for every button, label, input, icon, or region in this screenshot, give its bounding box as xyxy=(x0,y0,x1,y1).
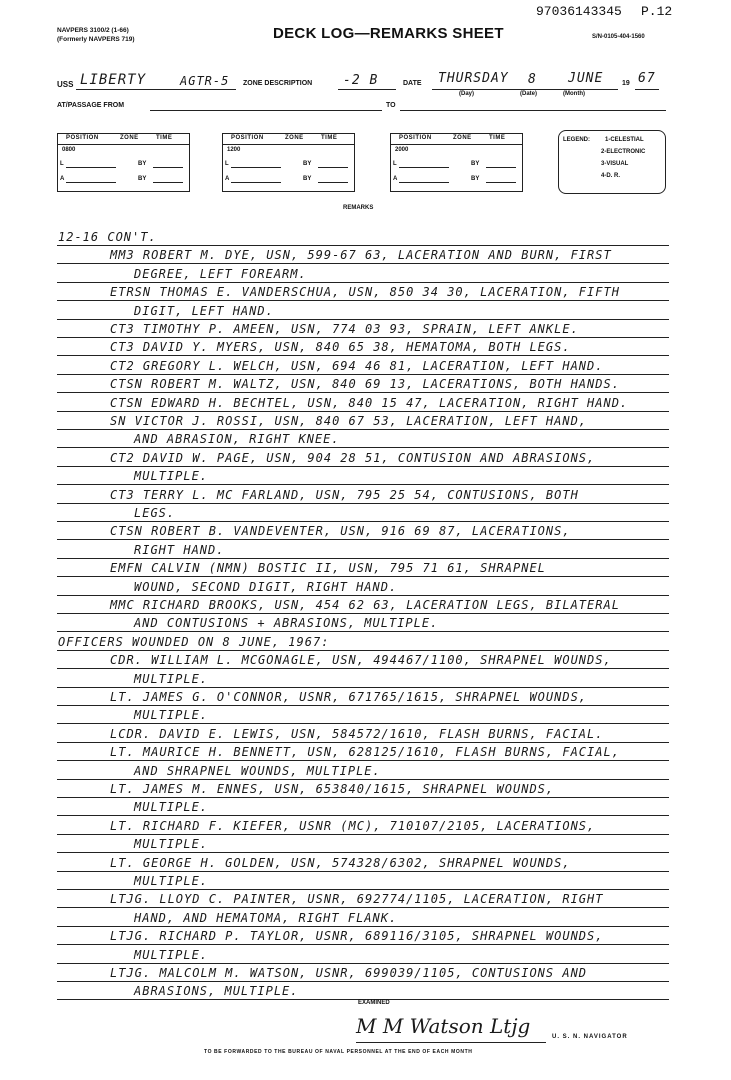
ruled-line xyxy=(57,392,669,393)
ruled-line xyxy=(57,797,669,798)
uss-label: USS xyxy=(57,80,74,89)
remarks-label: REMARKS xyxy=(343,205,374,211)
remark-line: MULTIPLE. xyxy=(134,671,209,686)
ruled-line xyxy=(57,742,669,743)
position-box-2000: POSITION ZONE TIME 2000 L BY A BY xyxy=(390,133,523,192)
ruled-line xyxy=(57,484,669,485)
ruled-line xyxy=(57,245,669,246)
remark-line: EMFN CALVIN (NMN) BOSTIC II, USN, 795 71 61, SHRAPNEL xyxy=(110,561,546,576)
ruled-line xyxy=(57,889,669,890)
remark-line: CTSN ROBERT B. VANDEVENTER, USN, 916 69 87, LACERATIONS, xyxy=(110,524,571,539)
ruled-line xyxy=(57,374,669,375)
remark-line: LT. GEORGE H. GOLDEN, USN, 574328/6302, SHRAPNEL WOUNDS, xyxy=(110,855,571,870)
position-box-1200: POSITION ZONE TIME 1200 L BY A BY xyxy=(222,133,355,192)
ruled-line xyxy=(57,723,669,724)
zone-value: -2 B xyxy=(343,73,379,88)
form-navpers: NAVPERS 3100/2 (1-66) xyxy=(57,27,129,34)
remark-line: MM3 ROBERT M. DYE, USN, 599-67 63, LACERATION AND BURN, FIRST xyxy=(110,248,612,263)
ruled-line xyxy=(57,650,669,651)
remark-line: LT. MAURICE H. BENNETT, USN, 628125/1610, FLASH BURNS, FACIAL, xyxy=(110,745,620,760)
ruled-line xyxy=(57,963,669,964)
hull-number: AGTR-5 xyxy=(180,74,230,88)
ruled-line xyxy=(57,852,669,853)
remark-line: AND CONTUSIONS + ABRASIONS, MULTIPLE. xyxy=(134,616,439,631)
form-formerly: (Formerly NAVPERS 719) xyxy=(57,36,135,43)
remark-line: MULTIPLE. xyxy=(134,874,209,888)
remark-line: LT. JAMES G. O'CONNOR, USNR, 671765/1615, SHRAPNEL WOUNDS, xyxy=(110,690,588,704)
remark-line: CTSN EDWARD H. BECHTEL, USN, 840 15 47, LACERATION, RIGHT HAND. xyxy=(110,395,629,410)
ruled-line xyxy=(57,576,669,577)
year-prefix: 19 xyxy=(622,80,630,87)
examined-label: EXAMINED xyxy=(358,1000,390,1006)
remark-line: SN VICTOR J. ROSSI, USN, 840 67 53, LACERATION, LEFT HAND, xyxy=(110,414,588,428)
remark-line: MULTIPLE. xyxy=(134,469,209,484)
remark-line: CT2 GREGORY L. WELCH, USN, 694 46 81, LACERATION, LEFT HAND. xyxy=(110,358,604,373)
ruled-line xyxy=(57,871,669,872)
ruled-line xyxy=(57,815,669,816)
ruled-line xyxy=(57,447,669,448)
remark-line: DEGREE, LEFT FOREARM. xyxy=(134,266,307,281)
ruled-line xyxy=(57,779,669,780)
remark-line: LTJG. MALCOLM M. WATSON, USNR, 699039/1105, CONTUSIONS AND xyxy=(110,966,588,980)
date-caption: (Date) xyxy=(520,91,538,97)
legend-title: LEGEND: xyxy=(563,137,590,143)
remark-line: CT2 DAVID W. PAGE, USN, 904 28 51, CONTUSION AND ABRASIONS, xyxy=(110,450,596,465)
ruled-line xyxy=(57,760,669,761)
year-value: 67 xyxy=(638,71,656,86)
date-value: 8 xyxy=(528,72,537,87)
remark-line: CT3 TIMOTHY P. AMEEN, USN, 774 03 93, SPRAIN, LEFT ANKLE. xyxy=(110,322,579,336)
remark-line: CTSN ROBERT M. WALTZ, USN, 840 69 13, LACERATIONS, BOTH HANDS. xyxy=(110,377,620,392)
remark-line: AND ABRASION, RIGHT KNEE. xyxy=(134,432,340,447)
legend-item: 2-ELECTRONIC xyxy=(601,149,646,155)
remark-line: WOUND, SECOND DIGIT, RIGHT HAND. xyxy=(134,579,398,594)
ruled-line xyxy=(57,981,669,982)
ruled-line xyxy=(57,631,669,632)
remark-line: 12-16 CON'T. xyxy=(58,230,157,244)
document-id: 97036143345 xyxy=(536,4,622,19)
ruled-line xyxy=(57,834,669,835)
ruled-line xyxy=(57,668,669,669)
ruled-line xyxy=(57,337,669,338)
remark-line: LTJG. RICHARD P. TAYLOR, USNR, 689116/3105, SHRAPNEL WOUNDS, xyxy=(110,929,604,944)
day-caption: (Day) xyxy=(459,91,475,97)
time-0800: 0800 xyxy=(62,147,76,153)
ruled-line xyxy=(57,355,669,356)
remark-line: OFFICERS WOUNDED ON 8 JUNE, 1967: xyxy=(58,634,330,649)
ruled-line xyxy=(57,411,669,412)
ruled-line xyxy=(57,926,669,927)
ruled-line xyxy=(57,263,669,264)
time-1200: 1200 xyxy=(227,147,241,153)
at-passage-label: AT/PASSAGE FROM xyxy=(57,102,125,109)
ruled-line xyxy=(57,687,669,688)
remark-line: LT. RICHARD F. KIEFER, USNR (MC), 710107/2105, LACERATIONS, xyxy=(110,818,596,833)
stock-number: S/N-0105-404-1560 xyxy=(592,34,645,40)
remark-line: MULTIPLE. xyxy=(134,837,209,852)
ruled-line xyxy=(57,705,669,706)
page-number: P.12 xyxy=(641,4,673,19)
to-label: TO xyxy=(386,102,396,109)
position-box-0800: POSITION ZONE TIME 0800 L BY A BY xyxy=(57,133,190,192)
ruled-line xyxy=(57,595,669,596)
navigator-title: U. S. N. NAVIGATOR xyxy=(552,1034,628,1040)
remark-line: ETRSN THOMAS E. VANDERSCHUA, USN, 850 34 30, LACERATION, FIFTH xyxy=(110,285,620,300)
legend-item: 4-D. R. xyxy=(601,173,621,179)
ship-name: LIBERTY xyxy=(80,72,147,88)
remark-line: CDR. WILLIAM L. MCGONAGLE, USN, 494467/1100, SHRAPNEL WOUNDS, xyxy=(110,653,612,668)
remark-line: AND SHRAPNEL WOUNDS, MULTIPLE. xyxy=(134,763,381,778)
remark-line: MULTIPLE. xyxy=(134,708,209,723)
month-caption: (Month) xyxy=(563,91,585,97)
ruled-line xyxy=(57,907,669,908)
ruled-line xyxy=(57,282,669,283)
legend-item: 1-CELESTIAL xyxy=(605,137,644,143)
forwarding-note: TO BE FORWARDED TO THE BUREAU OF NAVAL PERSONNEL AT THE END OF EACH MONTH xyxy=(204,1049,473,1055)
ruled-line xyxy=(57,429,669,430)
ruled-line xyxy=(57,466,669,467)
ruled-line xyxy=(57,300,669,301)
remark-line: MULTIPLE. xyxy=(134,800,209,815)
remark-line: MULTIPLE. xyxy=(134,947,209,962)
remark-line: CT3 DAVID Y. MYERS, USN, 840 65 38, HEMATOMA, BOTH LEGS. xyxy=(110,340,571,355)
remark-line: DIGIT, LEFT HAND. xyxy=(134,303,274,318)
remark-line: LCDR. DAVID E. LEWIS, USN, 584572/1610, FLASH BURNS, FACIAL. xyxy=(110,726,604,741)
zone-description-label: ZONE DESCRIPTION xyxy=(243,80,313,87)
remark-line: LEGS. xyxy=(134,506,176,520)
ruled-line xyxy=(57,944,669,945)
remark-line: HAND, AND HEMATOMA, RIGHT FLANK. xyxy=(134,910,398,925)
remark-line: ABRASIONS, MULTIPLE. xyxy=(134,984,299,999)
ruled-line xyxy=(57,503,669,504)
form-title: DECK LOG—REMARKS SHEET xyxy=(273,25,504,42)
remark-line: MMC RICHARD BROOKS, USN, 454 62 63, LACERATION LEGS, BILATERAL xyxy=(110,598,620,612)
ruled-line xyxy=(57,613,669,614)
legend-box xyxy=(558,130,666,194)
date-label: DATE xyxy=(403,80,422,87)
day-value: THURSDAY xyxy=(438,71,509,86)
legend-item: 3-VISUAL xyxy=(601,161,629,167)
ruled-line xyxy=(57,319,669,320)
remark-line: CT3 TERRY L. MC FARLAND, USN, 795 25 54, CONTUSIONS, BOTH xyxy=(110,487,579,502)
ruled-line xyxy=(57,521,669,522)
remark-line: LT. JAMES M. ENNES, USN, 653840/1615, SHRAPNEL WOUNDS, xyxy=(110,782,555,796)
ruled-line xyxy=(57,558,669,559)
ruled-line xyxy=(57,539,669,540)
month-value: JUNE xyxy=(568,71,604,86)
remark-line: RIGHT HAND. xyxy=(134,542,225,557)
navigator-signature: M M Watson Ltjg xyxy=(356,1014,531,1038)
time-2000: 2000 xyxy=(395,147,409,153)
remark-line: LTJG. LLOYD C. PAINTER, USNR, 692774/1105, LACERATION, RIGHT xyxy=(110,892,604,907)
